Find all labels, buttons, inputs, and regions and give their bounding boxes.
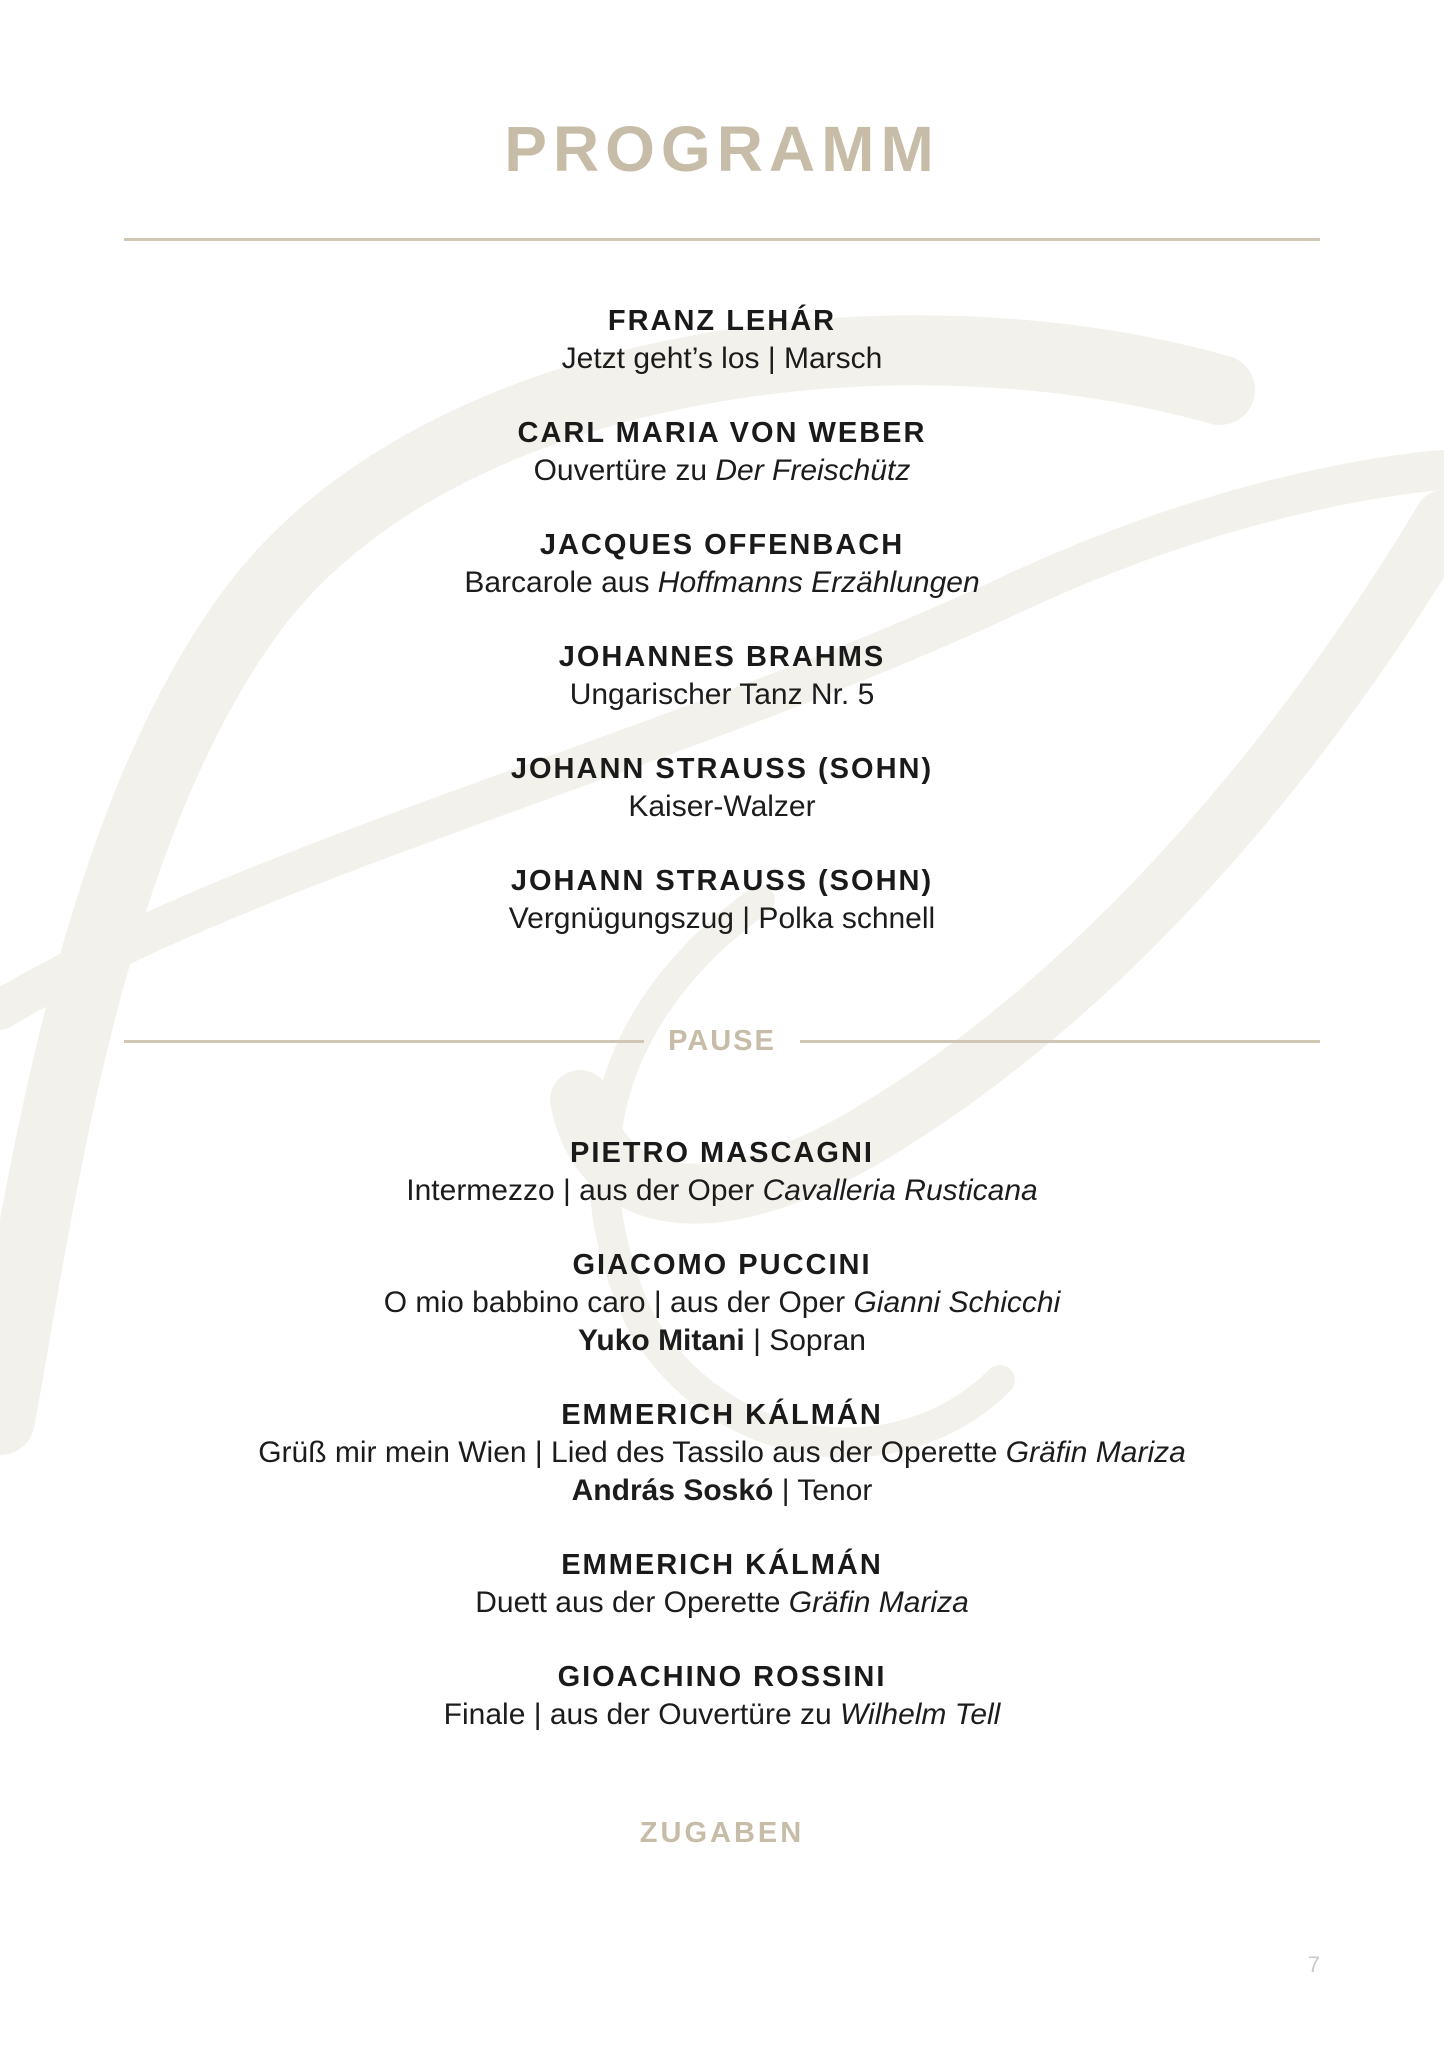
- work-title: [0, 1172, 1444, 1210]
- work-title-text: Ouvertüre zu: [533, 454, 716, 487]
- work-title: [0, 1696, 1444, 1734]
- composer-name: JOHANNES BRAHMS: [558, 641, 886, 673]
- program-item: [0, 414, 1444, 490]
- work-title-text: Jetzt geht’s los | Marsch: [561, 342, 883, 375]
- work-title-text: Vergnügungszug | Polka schnell: [508, 902, 936, 935]
- composer-name: JACQUES OFFENBACH: [539, 529, 905, 561]
- composer-name: JOHANN STRAUSS (SOHN): [510, 753, 934, 785]
- work-title-text: Intermezzo | aus der Oper: [406, 1174, 763, 1207]
- composer-name: GIACOMO PUCCINI: [572, 1249, 872, 1281]
- work-title: [0, 788, 1444, 826]
- composer-name: GIOACHINO ROSSINI: [557, 1661, 887, 1693]
- work-title-text: Duett aus der Operette: [475, 1586, 789, 1619]
- composer-name: PIETRO MASCAGNI: [570, 1137, 874, 1169]
- work-title: [0, 676, 1444, 714]
- work-title-text: Grüß mir mein Wien | Lied des Tassilo aus der Operette: [258, 1436, 1006, 1469]
- work-title-italic: Gräfin Mariza: [1005, 1436, 1186, 1469]
- program-item: [0, 1246, 1444, 1360]
- composer-name: JOHANN STRAUSS (SOHN): [510, 865, 934, 897]
- page-title: PROGRAMM: [504, 113, 940, 185]
- work-title-italic: Gianni Schicchi: [853, 1286, 1061, 1319]
- program-item: [0, 302, 1444, 378]
- program-item: [0, 638, 1444, 714]
- composer-name: CARL MARIA VON WEBER: [517, 417, 927, 449]
- work-title-italic: Cavalleria Rusticana: [762, 1174, 1038, 1207]
- top-divider: [124, 238, 1320, 241]
- work-title-italic: Wilhelm Tell: [840, 1698, 1001, 1731]
- program-item: [0, 1134, 1444, 1210]
- work-title-italic: Hoffmanns Erzählungen: [657, 566, 980, 599]
- program-item: [0, 750, 1444, 826]
- performer-role: | Sopran: [744, 1324, 866, 1357]
- pause-line-right: [800, 1040, 1320, 1043]
- program-item: [0, 862, 1444, 938]
- performer: [0, 1322, 1444, 1360]
- composer-name: FRANZ LEHÁR: [607, 305, 837, 337]
- work-title: [0, 1434, 1444, 1472]
- work-title: [0, 1584, 1444, 1622]
- work-title-text: Ungarischer Tanz Nr. 5: [569, 678, 875, 711]
- composer-name: EMMERICH KÁLMÁN: [561, 1399, 883, 1431]
- performer-role: | Tenor: [773, 1474, 873, 1507]
- program-item: [0, 526, 1444, 602]
- program-part-one: [0, 302, 1444, 974]
- work-title: [0, 1284, 1444, 1322]
- work-title: [0, 452, 1444, 490]
- pause-label: PAUSE: [668, 1025, 776, 1057]
- work-title: [0, 564, 1444, 602]
- performer-name: András Soskó: [571, 1474, 774, 1507]
- program-item: [0, 1546, 1444, 1622]
- pause-divider: [124, 1022, 1320, 1060]
- work-title-italic: Der Freischütz: [715, 454, 911, 487]
- work-title-text: O mio babbino caro | aus der Oper: [383, 1286, 854, 1319]
- work-title-text: Finale | aus der Ouvertüre zu: [443, 1698, 840, 1731]
- performer: [0, 1472, 1444, 1510]
- work-title: [0, 340, 1444, 378]
- work-title-italic: Gräfin Mariza: [788, 1586, 969, 1619]
- performer-name: Yuko Mitani: [578, 1324, 745, 1357]
- program-item: [0, 1658, 1444, 1734]
- program-part-two: [0, 1134, 1444, 1770]
- work-title: [0, 900, 1444, 938]
- work-title-text: Kaiser-Walzer: [628, 790, 816, 823]
- composer-name: EMMERICH KÁLMÁN: [561, 1549, 883, 1581]
- page-number: 7: [1307, 1952, 1320, 1977]
- work-title-text: Barcarole aus: [464, 566, 658, 599]
- encore-label: ZUGABEN: [639, 1817, 805, 1849]
- program-item: [0, 1396, 1444, 1510]
